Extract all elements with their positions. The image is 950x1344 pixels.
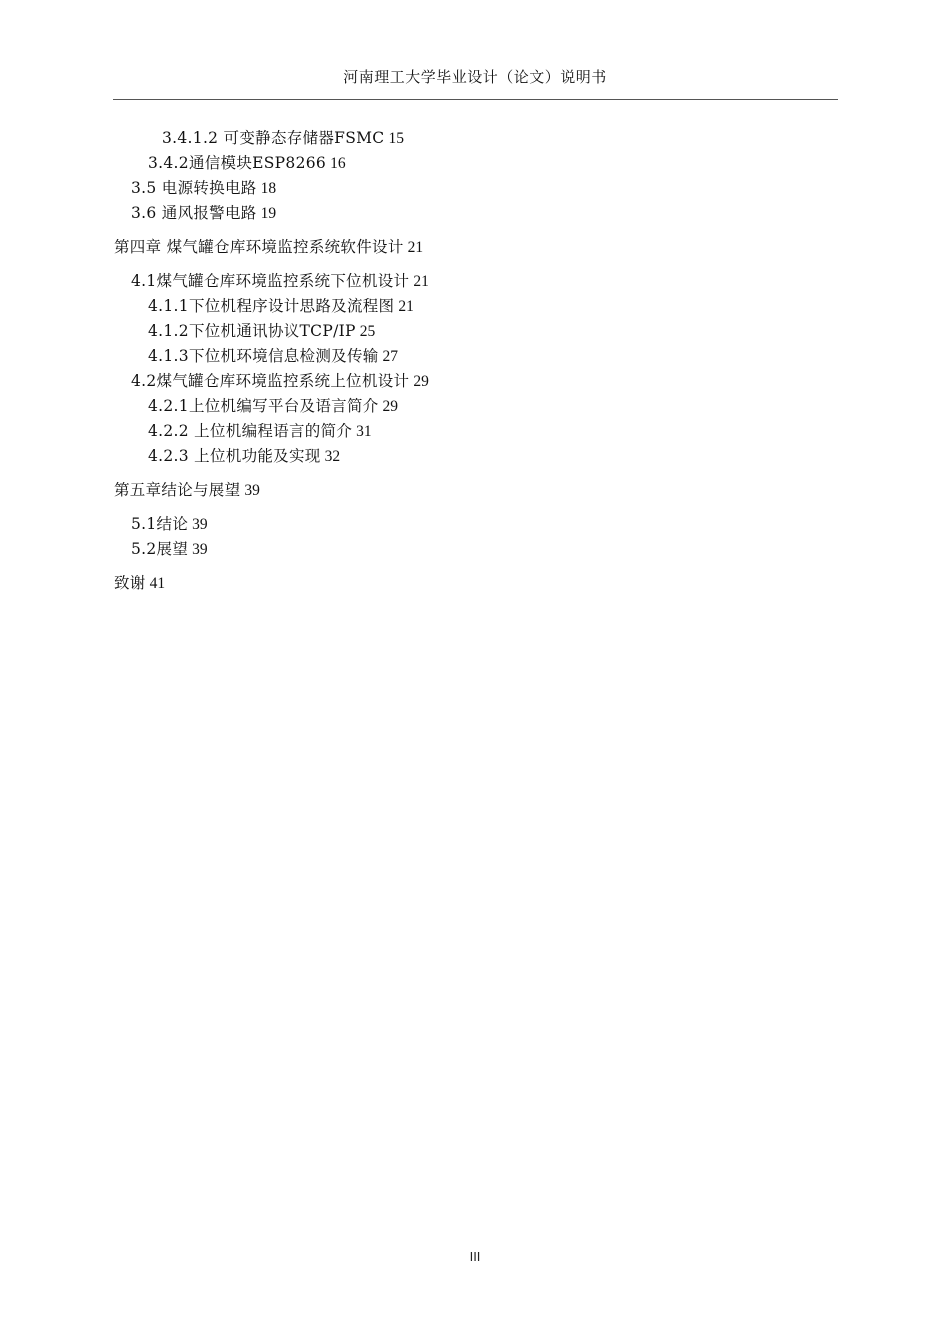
toc-entry-page: 29 [382, 398, 399, 415]
toc-entry-page: 32 [324, 448, 341, 465]
header-divider [113, 99, 838, 100]
toc-entry-page: 19 [260, 205, 277, 222]
toc-entry-title: 3.4.2通信模块ESP8266 [148, 154, 327, 172]
toc-entry-title: 4.2煤气罐仓库环境监控系统上位机设计 [131, 372, 410, 390]
toc-entry-page: 27 [382, 348, 399, 365]
toc-entry-title: 4.2.2 上位机编程语言的简介 [148, 422, 353, 440]
toc-entry-page: 39 [244, 482, 260, 499]
toc-entry-title: 4.1.3下位机环境信息检测及传输 [148, 347, 379, 365]
toc-entry-title: 4.1.1下位机程序设计思路及流程图 [148, 297, 395, 315]
toc-entry-title: 5.1结论 [131, 515, 189, 533]
toc-entry-page: 21 [413, 273, 429, 290]
toc-entry-page: 41 [149, 575, 166, 592]
toc-entry-page: 21 [398, 298, 414, 315]
toc-entry-title: 4.2.1上位机编写平台及语言简介 [148, 397, 379, 415]
toc-entry-title: 5.2展望 [131, 540, 189, 558]
toc-entry-page: 39 [192, 541, 208, 558]
toc-entry-page: 31 [356, 423, 372, 440]
toc-entry-title: 4.1煤气罐仓库环境监控系统下位机设计 [131, 272, 410, 290]
toc-entry-page: 25 [359, 323, 376, 340]
toc-entry-page: 21 [407, 239, 424, 256]
toc-entry-title: 第四章 煤气罐仓库环境监控系统软件设计 [114, 238, 404, 256]
toc-entry-page: 29 [413, 373, 429, 390]
toc-entry-title: 3.4.1.2 可变静态存储器FSMC [162, 129, 385, 147]
toc-entry-page: 39 [192, 516, 208, 533]
page-header-title: 河南理工大学毕业设计（论文）说明书 [343, 68, 607, 86]
toc-entry-title: 4.2.3 上位机功能及实现 [148, 447, 321, 465]
toc-entry-title: 3.5 电源转换电路 [131, 179, 257, 197]
toc-entry-title: 4.1.2下位机通讯协议TCP/IP [148, 322, 356, 340]
toc-entry-page: 16 [330, 155, 346, 172]
toc-entry-title: 第五章结论与展望 [114, 481, 241, 499]
page-number: III [469, 1249, 481, 1264]
toc-entry-page: 18 [260, 180, 277, 197]
toc-entry-title: 致谢 [114, 574, 146, 592]
toc-entry-page: 15 [388, 130, 404, 147]
toc-entry-title: 3.6 通风报警电路 [131, 204, 257, 222]
